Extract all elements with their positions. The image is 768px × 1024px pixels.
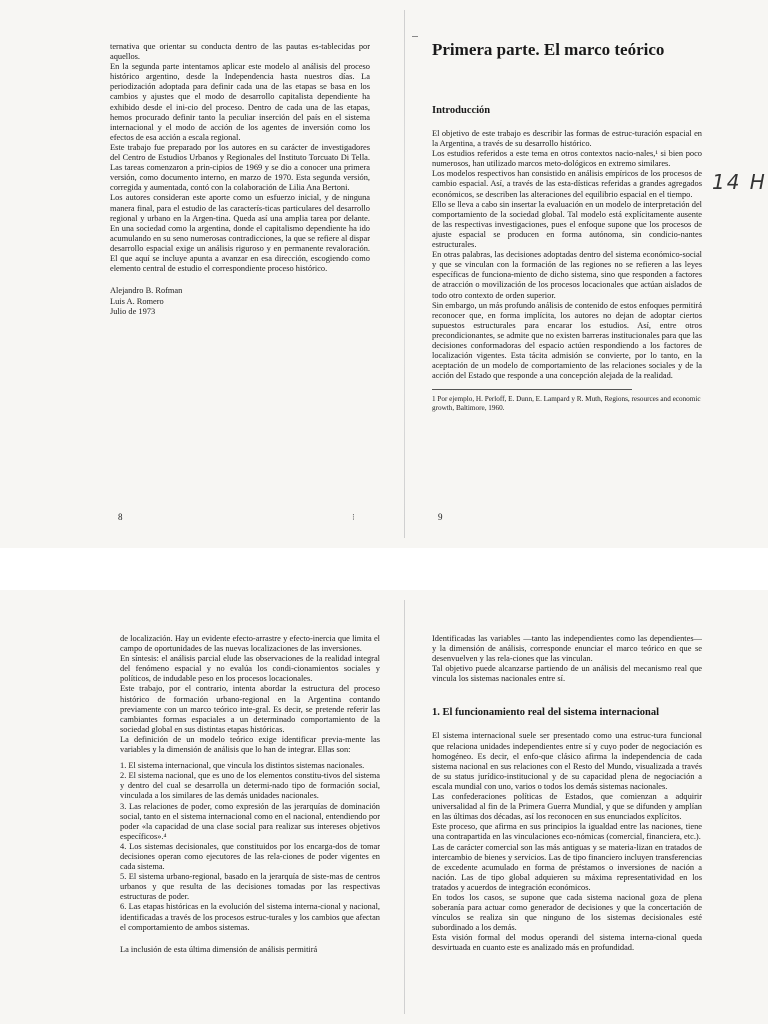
page-10-body xyxy=(120,634,380,955)
paragraph: Las confederaciones políticas de Estados, que comienzan a adquirir universalidad al fin de la Primera Guerra Mundial, y que se difunden y amplían en las últimas dos décadas, así los reconocen en sus enunciados explícitos. xyxy=(432,792,702,822)
signature-block xyxy=(110,286,370,318)
list-item: 3. Las relaciones de poder, como expresión de las jerarquías de dominación social, tanto en el sistema internacional como en el nacional, entendiendo por poder «la capacidad de una clase social para realizar sus intereses objetivos específicos».⁴ xyxy=(120,801,380,841)
page-8-body xyxy=(110,42,370,318)
page-gutter xyxy=(404,600,405,1014)
paragraph: Los autores consideran este aporte como un esfuerzo inicial, y de ninguna manera final, para el estudio de las caracterís-ticas particulares del desarrollo regional y urbano en la Argen-tina. Queda así una amplia tarea por delante. En una sociedad como la argentina, donde el capitalismo dependiente ha ido acumulando en su seno numerosas contradicciones, la que se refiere al dispar desarrollo espacial exige un análisis riguroso y en permanente revaloración. El que aquí se incluye apunta a avanzar en esa dirección, escogiendo como elemento central de estudio el correspondiente proceso histórico. xyxy=(110,193,370,274)
signature-date: Julio de 1973 xyxy=(110,307,156,317)
author-name: Alejandro B. Rofman xyxy=(110,286,183,296)
page-number: 8 xyxy=(118,512,123,522)
paragraph: Tal objetivo puede alcanzarse partiendo de un análisis del mecanismo real que vincula los sistemas nacionales entre sí. xyxy=(432,664,702,684)
list-item: 2. El sistema nacional, que es uno de los elementos constitu-tivos del sistema y dentro del cual se desarrolla un determi-nado tipo de formación social, vinculada a los similares de las demás unidades nacionales. xyxy=(120,771,380,801)
section-title: Introducción xyxy=(432,105,491,116)
footnote: 1 Por ejemplo, H. Perloff, E. Dunn, E. Lampard y R. Muth, Regions, resources and economic growth, Baltimore, 1960. xyxy=(432,395,701,413)
paragraph: Identificadas las variables —tanto las independientes como las dependientes— y la dimensión de análisis, corresponde enunciar el marco teórico en que se desenvuelven y las rela-ciones que las vinculan. xyxy=(432,634,702,664)
paragraph: En todos los casos, se supone que cada sistema nacional goza de plena soberanía para actuar como generador de decisiones y que la concertación de vínculos se realiza sin que ninguno de los sistemas decisionales esté subordinado a los demás. xyxy=(432,892,702,933)
list-item: 1. El sistema internacional, que vincula los distintos sistemas nacionales. xyxy=(120,761,365,771)
paragraph: Este proceso, que afirma en sus principios la igualdad entre las naciones, tiene una contrapartida en las vinculaciones eco-nómicas (comercial, financiera, etc.). xyxy=(432,822,702,842)
page-gutter xyxy=(404,10,405,538)
paragraph: La definición de un modelo teórico exige identificar previa-mente las variables y la dimensión de análisis que lo han de integrar. Ellas son: xyxy=(120,734,380,755)
paragraph: Ello se lleva a cabo sin insertar la evaluación en un modelo de interpretación del comportamiento de la sociedad global. Tal modelo está explícitamente ausente de las respectivas investigaciones, pues el enfoque supone que los procesos de ajuste espacial se producen en forma autónoma, sin condicio-nantes estructurales. xyxy=(432,199,702,250)
paragraph: Sin embargo, un más profundo análisis de contenido de estos enfoques permitirá reconocer que, en forma implícita, los autores no dejan de adoptar ciertos supuestos estructurales para encarar los estudios. Así, entre otros precondicionantes, se admite que no existen barreras institucionales para que las decisiones conformadoras del espacio actúen respondiendo a los factores de localización vigentes. Esta tácita admisión se convierte, por lo tanto, en la aceptación de un modelo de comportamiento de las relaciones sociales y de la acción del Estado que responde a una concepción alejada de la realidad. xyxy=(432,300,702,381)
page-number: 9 xyxy=(438,512,443,522)
section-title: 1. El funcionamiento real del sistema internacional xyxy=(432,707,660,719)
paragraph: El sistema internacional suele ser presentado como una estruc-tura funcional que relaciona unidades independientes entre sí y cuyo poder de negociación es homogéneo. Es decir, el enfo-que clásico afirma la independencia de cada sistema nacional en sus relaciones con el Resto del Mundo, visualizada a través de su status jurídico-institucional y de su capacidad plena de negociación a escala mundial con uno, varios o todos los demás sistemas nacionales. xyxy=(432,731,702,791)
paragraph: El objetivo de este trabajo es describir las formas de estruc-turación espacial en la Argentina, a través de su desarrollo histórico. xyxy=(432,129,702,149)
part-title: Primera parte. El marco teórico xyxy=(432,40,665,59)
page-11-body xyxy=(432,634,702,954)
paragraph: En la segunda parte intentamos aplicar este modelo al análisis del proceso histórico argentino, desde la Independencia hasta nuestros días. La periodización adoptada para definir cada una de las etapas se basa en los cambios y ajustes que el modo de desarrollo capitalista dependiente ha exhibido desde el ini-cio del proceso. Dentro de cada una de las etapas, hemos procurado definir tanto la peculiar inserción del país en el sistema internacional y el modo de acción de los agentes de inversión como los efectos de esa acción a escala regional. xyxy=(110,62,370,142)
paragraph: La inclusión de esta última dimensión de análisis permitirá xyxy=(120,944,318,954)
paragraph: de localización. Hay un evidente efecto-arrastre y efecto-inercia que limita el campo de oportunidades de las nuevas localizaciones de las inversiones. xyxy=(120,634,380,654)
paragraph: Los estudios referidos a este tema en otros contextos nacio-nales,¹ si bien poco numerosos, han utilizado marcos meto-dológicos en extremo similares. xyxy=(432,149,702,169)
book-spread-bottom xyxy=(0,590,768,1024)
paragraph: ternativa que orientar su conducta dentro de las pautas es-tablecidas por aquellos. xyxy=(110,42,370,62)
page-9-body xyxy=(432,40,702,413)
handwritten-note: 14 H xyxy=(712,170,767,194)
paragraph: En síntesis: el análisis parcial elude las observaciones de la realidad integral del fenómeno espacial y no evalúa los condi-cionamientos sociales y políticos, de indudable peso en los procesos locacionales. xyxy=(120,654,380,684)
list-item: 6. Las etapas históricas en la evolución del sistema interna-cional y nacional, identificadas a través de los procesos estruc-turales y los cambios que afectan el comportamiento de ambos sistemas. xyxy=(120,902,380,932)
footnote-rule xyxy=(432,389,632,390)
author-name: Luis A. Romero xyxy=(110,296,164,306)
paragraph: Esta visión formal del modus operandi del sistema interna-cional queda desvirtuada en cuanto este es analizado más en profundidad. xyxy=(432,933,702,953)
margin-tick xyxy=(412,36,418,37)
paragraph: En otras palabras, las decisiones adoptadas dentro del sistema económico-social y que se vinculan con la formación de las regiones no se refieren a las leyes específicas de funciona-miento de dicho sistema, sino que responden a factores de atracción o movilización de los procesos locacionales que actúan aislados de todo otro contexto de orden superior. xyxy=(432,250,702,300)
list-item: 4. Los sistemas decisionales, que constituidos por los encarga-dos de tomar decisiones operan como ejecutores de las rela-ciones de poder vigentes en cada sistema. xyxy=(120,841,380,872)
paragraph: Este trabajo fue preparado por los autores en su carácter de investigadores del Centro de Estudios Urbanos y Regionales del Instituto Torcuato Di Tella. Las tareas comenzaron a prin-cipios de 1969 y se dio a conocer una primera versión, como documento interno, en marzo de 1970. Esta segunda versión, corregida y aumentada, contó con la colaboración de Lilia Ana Bertoni. xyxy=(110,142,370,193)
paragraph: Los modelos respectivos han consistido en análisis empíricos de los procesos de cambio espacial. Así, a través de las esta-dísticas referidas a grandes agregados económicos, se describen las alteraciones del equilibrio espacial en el tiempo. xyxy=(432,169,702,199)
paragraph: Este trabajo, por el contrario, intenta abordar la estructura del proceso histórico de formación urbano-regional en la Argentina contando previamente con un marco teórico inte-gral. Es decir, se pretende referir las cambiantes formas espaciales a un determinado comportamiento de la sociedad global en sus distintas etapas históricas. xyxy=(120,684,380,734)
paragraph: Las de carácter comercial son las más antiguas y se materia-lizan en tratados de intercambio de bienes y servicios. Las de tipo financiero incluyen transferencias de excedente acumulado en forma de préstamos o inversiones de nación a nación. Las de tipo global adquieren su máxima representatividad en los tratados y acuerdos de integración económicos. xyxy=(432,842,702,892)
scan-mark: ⁝ xyxy=(352,512,355,522)
list-item: 5. El sistema urbano-regional, basado en la jerarquía de siste-mas de centros urbanos y que resulta de las decisiones tomadas por las respectivas estructuras de poder. xyxy=(120,872,380,902)
